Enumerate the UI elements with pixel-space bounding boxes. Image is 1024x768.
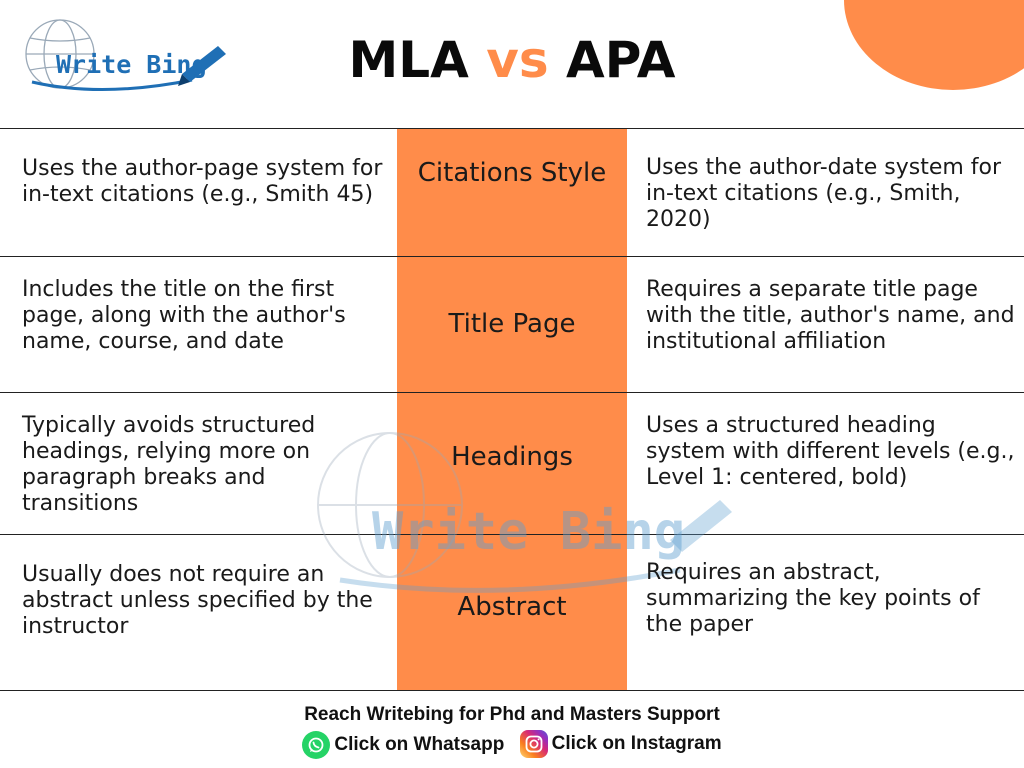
label-headings: Headings — [451, 442, 573, 472]
mla-citations-cell: Uses the author-page system for in-text citations (e.g., Smith 45) — [22, 156, 383, 207]
apa-title-page-cell: Requires a separate title page with the title, author's name, and institutional affiliation — [646, 277, 1015, 354]
mla-headings-cell: Typically avoids structured headings, relying more on paragraph breaks and transitions — [22, 413, 316, 516]
instagram-icon — [520, 730, 548, 758]
whatsapp-icon — [302, 731, 330, 759]
divider — [0, 392, 1024, 393]
footer-tagline: Reach Writebing for Phd and Masters Support — [304, 704, 720, 725]
apa-citations-cell: Uses the author-date system for in-text citations (e.g., Smith, 2020) — [646, 155, 1002, 232]
title-vs: vs — [486, 31, 549, 89]
divider — [0, 128, 1024, 129]
logo-text: Write Bing — [56, 50, 207, 79]
apa-headings-cell: Uses a structured heading system with different levels (e.g., Level 1: centered, bold) — [646, 413, 1015, 490]
whatsapp-label: Click on Whatsapp — [334, 734, 505, 755]
divider — [0, 256, 1024, 257]
apa-abstract-cell: Requires an abstract, summarizing the key points of the paper — [646, 560, 980, 637]
footer-links — [0, 730, 1024, 760]
page-title — [0, 30, 1024, 90]
whatsapp-link[interactable] — [302, 731, 504, 759]
watermark-text: Write Bing — [372, 502, 686, 562]
instagram-label: Click on Instagram — [551, 733, 722, 754]
instagram-link[interactable] — [520, 730, 722, 758]
divider — [0, 690, 1024, 691]
title-mla: MLA — [348, 31, 469, 89]
mla-abstract-cell: Usually does not require an abstract unless specified by the instructor — [22, 562, 373, 639]
label-abstract: Abstract — [457, 592, 567, 622]
label-title-page: Title Page — [448, 309, 576, 339]
label-citations-style: Citations Style — [417, 158, 607, 188]
divider — [0, 534, 1024, 535]
title-apa: APA — [566, 31, 676, 89]
mla-title-page-cell: Includes the title on the first page, along with the author's name, course, and date — [22, 277, 346, 354]
